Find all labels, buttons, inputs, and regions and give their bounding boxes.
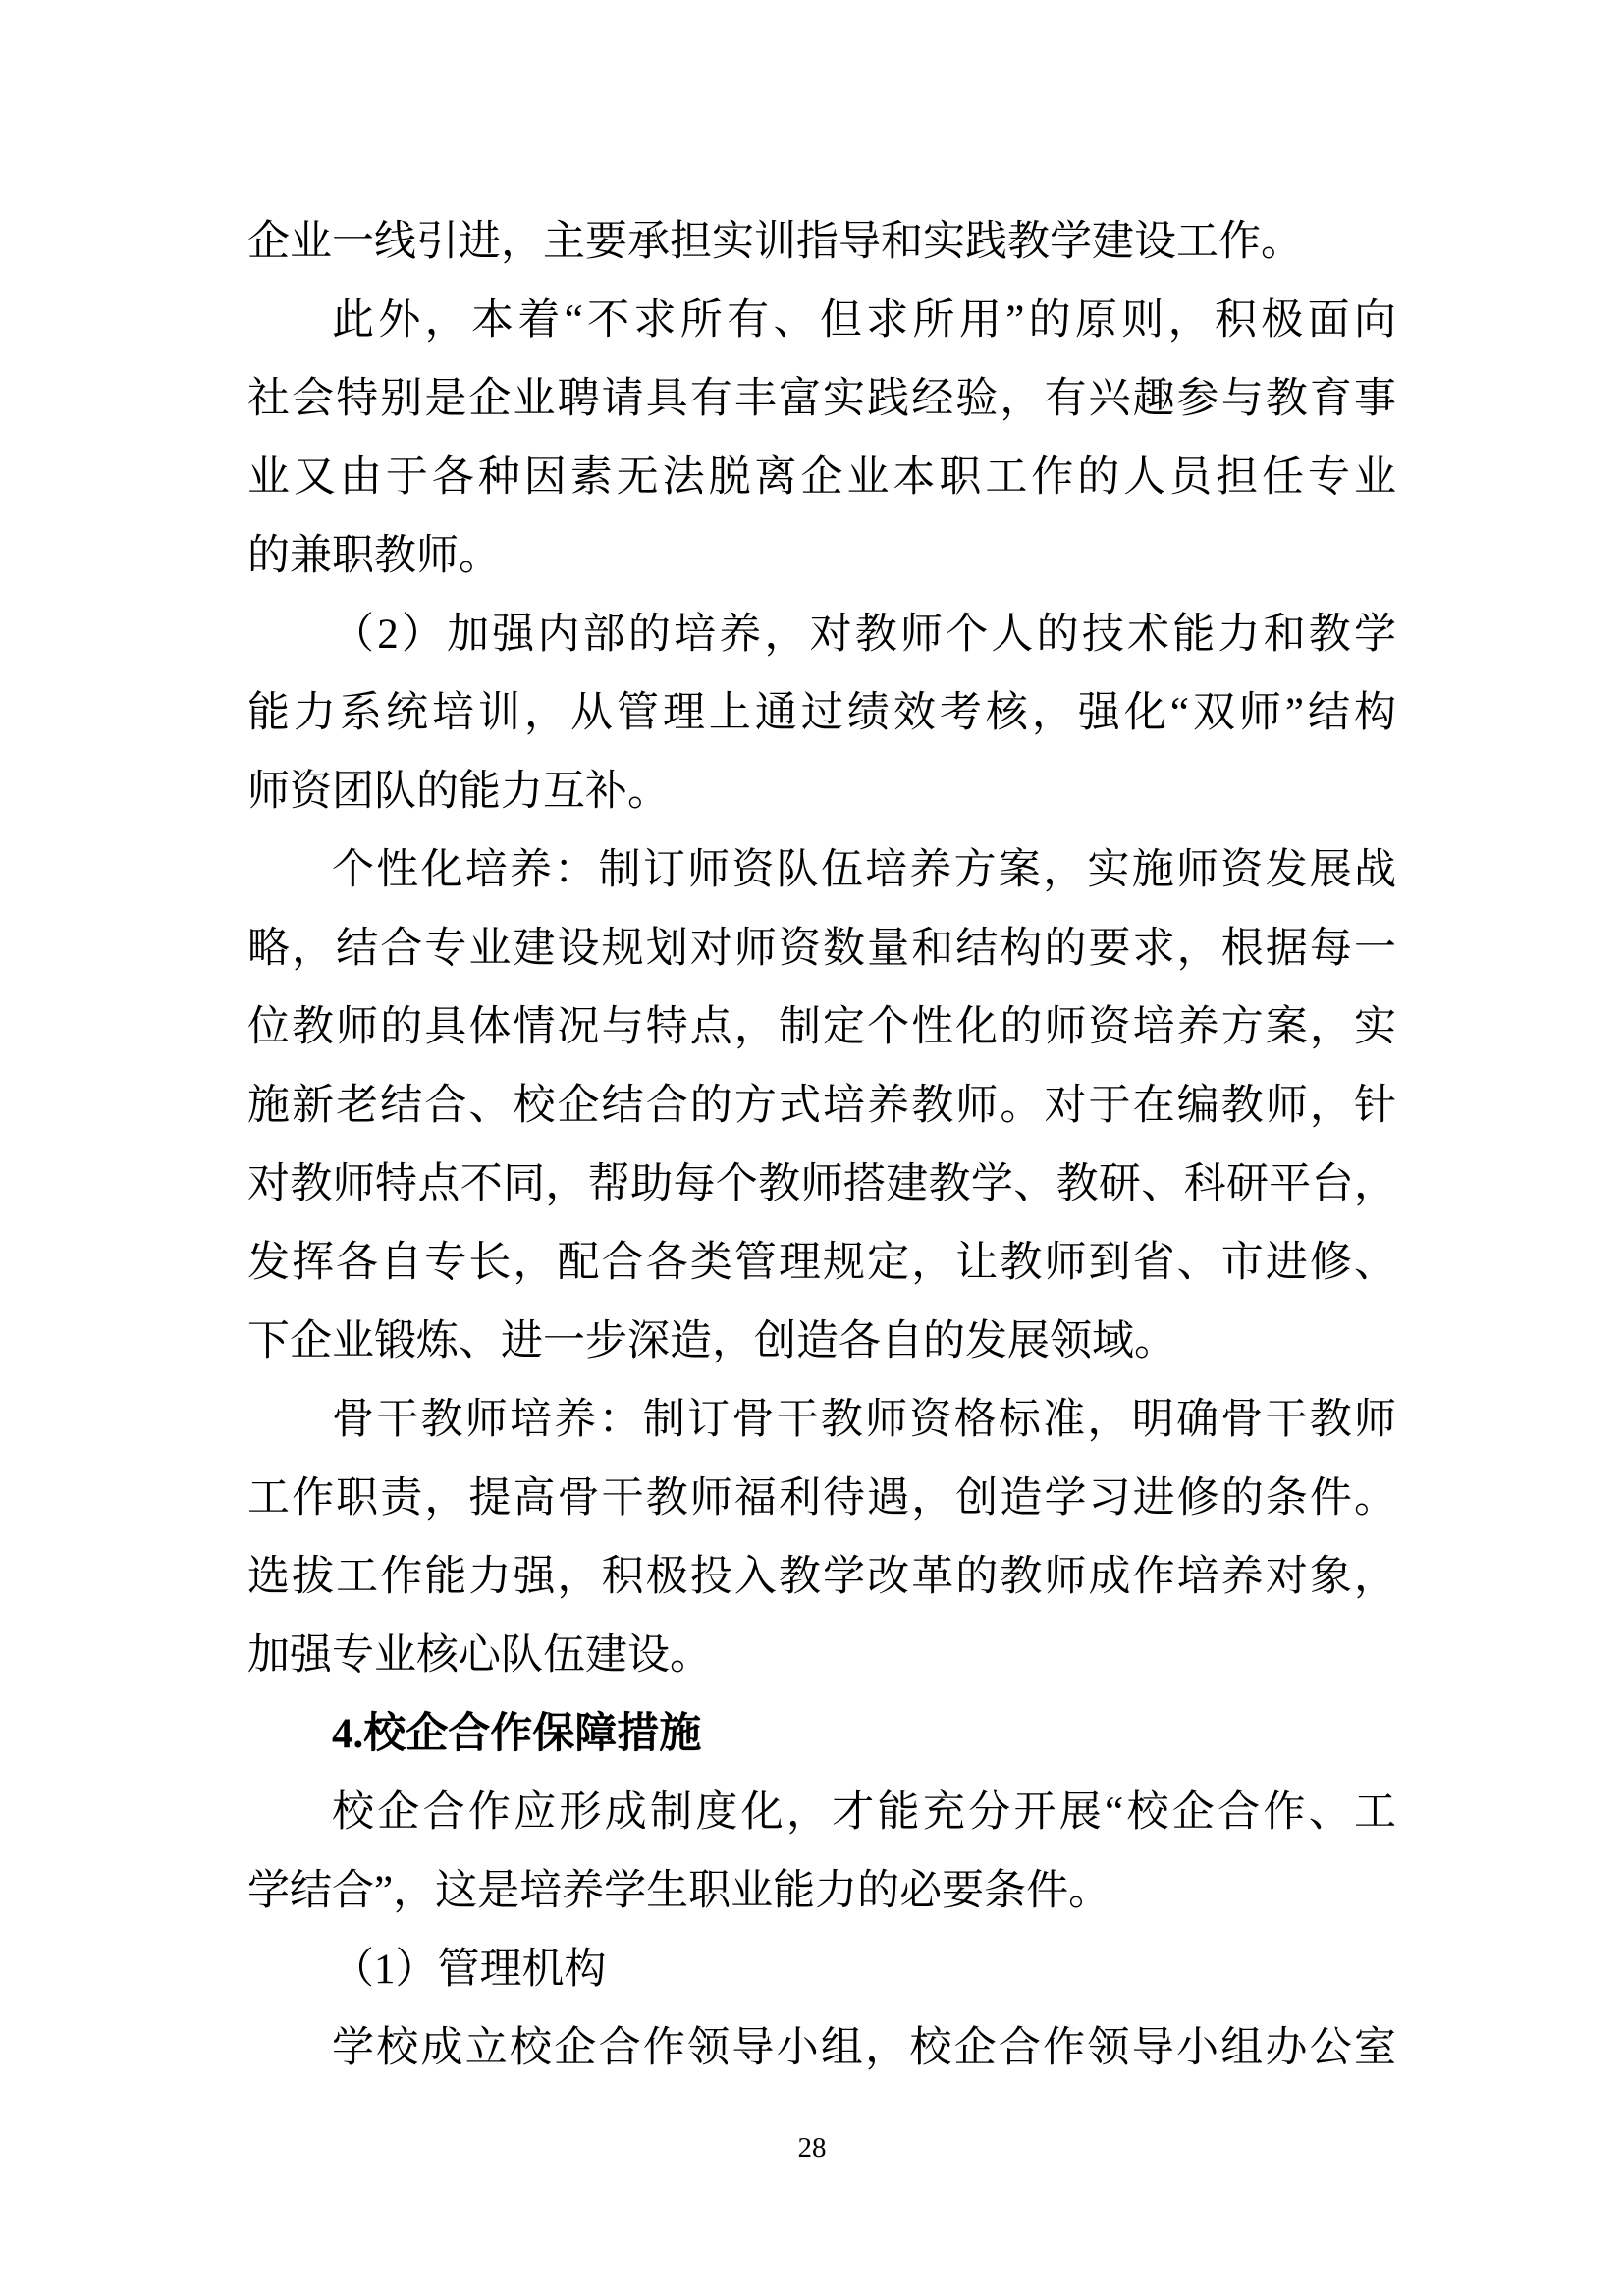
text-line: 社会特别是企业聘请具有丰富实践经验，有兴趣参与教育事	[247, 376, 1396, 422]
text-line: 业又由于各种因素无法脱离企业本职工作的人员担任专业	[247, 454, 1396, 501]
text-line: 位教师的具体情况与特点，制定个性化的师资培养方案，实	[247, 1004, 1396, 1050]
text-line: 4.校企合作保障措施	[332, 1711, 702, 1757]
text-line: 骨干教师培养：制订骨干教师资格标准，明确骨干教师	[332, 1397, 1396, 1443]
text-line: 学结合”，这是培养学生职业能力的必要条件。	[247, 1868, 1111, 1914]
page-number: 28	[797, 2132, 827, 2163]
text-line: 师资团队的能力互补。	[247, 769, 670, 815]
text-line: （1）管理机构	[332, 1947, 607, 1993]
text-line: 发挥各自专长，配合各类管理规定，让教师到省、市进修、	[247, 1240, 1396, 1286]
text-line: 工作职责，提高骨干教师福利待遇，创造学习进修的条件。	[247, 1475, 1396, 1522]
document-text	[247, 203, 1396, 2088]
text-line: （2）加强内部的培养，对教师个人的技术能力和教学	[332, 612, 1396, 658]
text-line: 加强专业核心队伍建设。	[247, 1632, 712, 1679]
text-line: 的兼职教师。	[247, 533, 501, 579]
text-line: 此外，本着“不求所有、但求所用”的原则，积极面向	[332, 297, 1396, 344]
text-line: 个性化培养：制订师资队伍培养方案，实施师资发展战	[332, 847, 1396, 893]
text-line: 校企合作应形成制度化，才能充分开展“校企合作、工	[332, 1789, 1396, 1836]
text-line: 选拔工作能力强，积极投入教学改革的教师成作培养对象，	[247, 1554, 1396, 1600]
text-line: 学校成立校企合作领导小组，校企合作领导小组办公室	[332, 2025, 1396, 2071]
text-line: 企业一线引进，主要承担实训指导和实践教学建设工作。	[247, 219, 1303, 265]
text-line: 能力系统培训，从管理上通过绩效考核，强化“双师”结构	[247, 690, 1396, 736]
text-line: 略，结合专业建设规划对师资数量和结构的要求，根据每一	[247, 926, 1396, 972]
text-line: 施新老结合、校企结合的方式培养教师。对于在编教师，针	[247, 1083, 1396, 1129]
text-line: 下企业锻炼、进一步深造，创造各自的发展领域。	[247, 1318, 1176, 1364]
text-line: 对教师特点不同，帮助每个教师搭建教学、教研、科研平台，	[247, 1161, 1396, 1207]
